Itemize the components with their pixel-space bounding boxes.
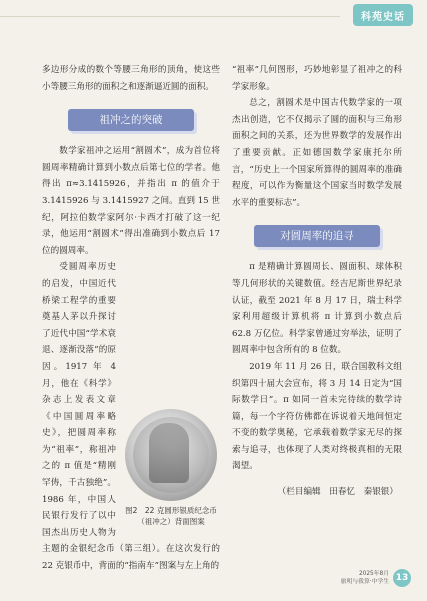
figure-caption: 图2 22 克圆形银质纪念币（祖冲之）背面图案: [125, 506, 217, 527]
coin-image: [125, 409, 217, 501]
issue-date: 2025年8月: [358, 571, 389, 577]
paragraph-zu-chongzhi: 数学家祖冲之运用“割圆术”，成为首位将圆周率精确计算到小数点后第七位的学者。他得出 π≈3.1415926，并指出 π 的值介于 3.1415926 与 3.1415927 之间。直到 15 世纪，阿拉伯数学家阿尔·卡西才打破了这一纪录，他运用“割圆术”得出准确到小数点后 17 位的圆周率。: [42, 146, 220, 256]
coin-figure: [122, 409, 220, 527]
header-rule: [0, 16, 340, 17]
editor-credit: （栏目编辑 田春忆 秦银银）: [277, 487, 398, 498]
page-footer: [341, 569, 411, 587]
column-banner: 科苑史话: [353, 4, 413, 26]
page-number: 13: [393, 569, 411, 587]
left-column: [42, 62, 220, 575]
magazine-name: 旅明与我算·中学生: [340, 579, 389, 585]
paragraph-zulv: 受圆周率历史的启发，中国近代桥梁工程学的重要奠基人茅以升探讨了近代中国“学术衰退、逐渐没落”的原因。1917 年 4 月，他在《科学》杂志上发表文章《中国圆周率略史》，把圆周率称为“祖率”，称祖冲之的 π 值是“精刚罕俦，千古独绝”。1986 年，中国人民银行发行了以中国杰出历史人物为主题的金银纪念币（第三组）。在这次发行的 22 克银币中，背面的“指南车”图案与左上角的: [42, 262, 220, 572]
section-title-breakthrough: 祖冲之的突破: [68, 109, 194, 131]
right-column: [232, 62, 402, 497]
coin-wrap: [42, 259, 220, 574]
intro-paragraph: 多边形分成的数个等腰三角形的顶角，使这些小等腰三角形的面积之和逐渐逼近圆的面积。: [42, 65, 220, 92]
continued-paragraph: “祖率”几何图形，巧妙地彰显了祖冲之的科学家形象。: [232, 65, 402, 92]
paragraph-pi-day: 2019 年 11 月 26 日，联合国教科文组织第四十届大会宣布，将 3 月 14 日定为“国际数学日”。π 如同一首未完待续的数学诗篇，每一个字符仿佛都在诉说着天地间恒定不变的数学奥秘，它承载着数学家无尽的探索与追寻，也体现了人类对终极真相的无限渴望。: [232, 361, 402, 472]
paragraph-pi-records: π 是精确计算圆周长、圆面积、球体积等几何形状的关键数值。经吉尼斯世界纪录认证，截至 2021 年 8 月 17 日，瑞士科学家利用超级计算机将 π 计算到小数点后 62.8 万亿位。科学家曾通过穷举法，证明了圆周率中包含所有的 8 位数。: [232, 262, 402, 356]
summary-paragraph: 总之，割圆术是中国古代数学家的一项杰出创造，它不仅揭示了圆的面积与三角形面积之间的关系，还为世界数学的发展作出了重要贡献。正如德国数学家康托尔所言，“历史上一个国家所算得的圆周率的准确程度，可以作为衡量这个国家当时数学发展水平的重要标志”。: [232, 98, 402, 208]
section-title-pursuit: 对圆周率的追寻: [254, 225, 380, 247]
